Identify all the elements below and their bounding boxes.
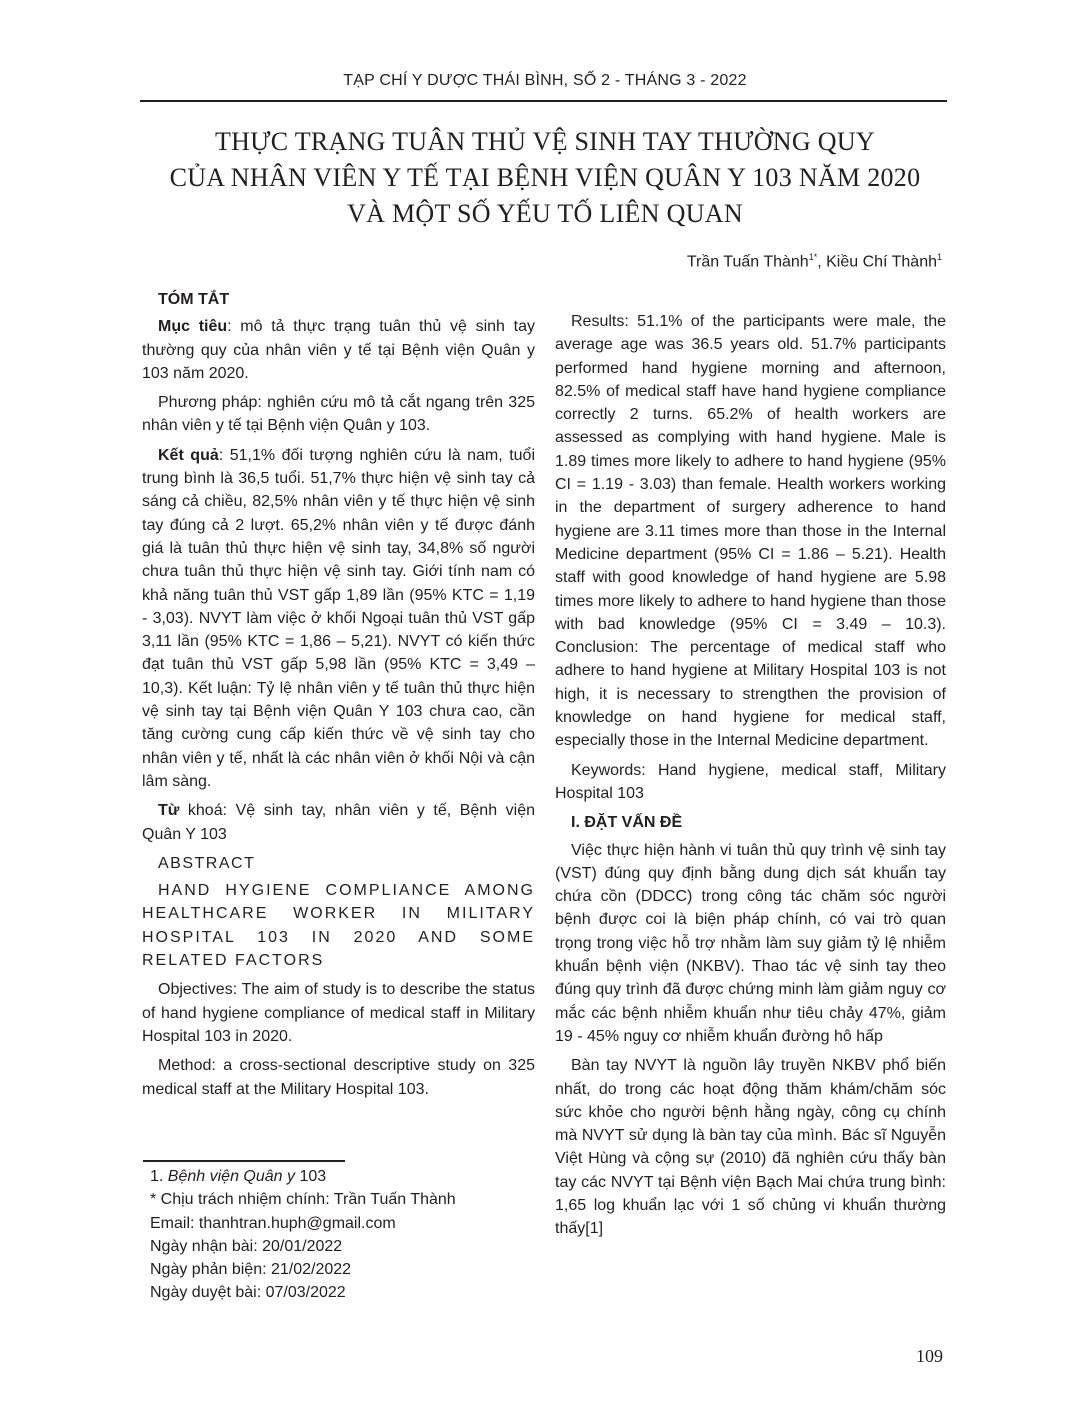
article-title bbox=[100, 124, 990, 232]
method-en-paragraph: Method: a cross-sectional descriptive study on 325 medical staff at the Military Hospital 103. bbox=[142, 1057, 535, 1098]
keywords-text: khoá: Vệ sinh tay, nhân viên y tế, Bệnh viện Quân Y 103 bbox=[142, 802, 535, 843]
email: Email: thanhtran.huph@gmail.com bbox=[150, 1214, 396, 1232]
page-number: 109 bbox=[916, 1346, 943, 1366]
summary-heading: TÓM TẮT bbox=[158, 291, 230, 308]
right-column bbox=[555, 310, 946, 1247]
objectives-paragraph: Objectives: The aim of study is to describe the status of hand hygiene compliance of medical staff in Military Hospital 103 in 2020. bbox=[142, 981, 535, 1045]
reviewed-date: Ngày phản biện: 21/02/2022 bbox=[150, 1261, 352, 1279]
abstract-title: HAND HYGIENE COMPLIANCE AMONG HEALTHCARE WORKER IN MILITARY HOSPITAL 103 IN 2020 AND SOME RELATED FACTORS bbox=[142, 882, 535, 970]
footnote-rule bbox=[143, 1160, 345, 1162]
method-paragraph: Phương pháp: nghiên cứu mô tả cắt ngang trên 325 nhân viên y tế tại Bệnh viện Quân y 103. bbox=[142, 394, 535, 435]
affiliation-number: 1. bbox=[150, 1168, 168, 1185]
title-line: THỰC TRẠNG TUÂN THỦ VỆ SINH TAY THƯỜNG QUY bbox=[215, 127, 875, 156]
header-rule bbox=[140, 100, 947, 102]
keywords-en-paragraph: Keywords: Hand hygiene, medical staff, Military Hospital 103 bbox=[555, 761, 946, 802]
abstract-heading: ABSTRACT bbox=[158, 854, 256, 872]
objective-text: : mô tả thực trạng tuân thủ vệ sinh tay thường quy của nhân viên y tế tại Bệnh viện Quân y 103 năm 2020. bbox=[142, 318, 535, 382]
title-line: CỦA NHÂN VIÊN Y TẾ TẠI BỆNH VIỆN QUÂN Y 103 NĂM 2020 bbox=[169, 163, 921, 192]
objective-paragraph bbox=[142, 315, 535, 385]
accepted-date: Ngày duyệt bài: 07/03/2022 bbox=[150, 1284, 346, 1302]
author-name: Trần Tuấn Thành bbox=[686, 253, 809, 271]
section-heading: I. ĐẶT VẤN ĐỀ bbox=[571, 814, 683, 832]
left-column bbox=[142, 282, 535, 1107]
affiliation-note bbox=[150, 1165, 456, 1188]
author-affiliation: 1* bbox=[808, 252, 818, 262]
body-paragraph: Việc thực hiện hành vi tuân thủ quy trình vệ sinh tay (VST) đúng quy định bằng dung dịch sát khuẩn tay chứa cồn (DDCC) trong công tác chăm sóc người bệnh được coi là biện pháp chính, có vai trò quan trọng trong việc hỗ trợ nhằm làm suy giảm tỷ lệ nhiễm khuẩn bệnh viện (NKBV). Thao tác vệ sinh tay theo đúng quy trình đã được chứng minh làm giảm nguy cơ mắc các bệnh nhiễm khuẩn như tiêu chảy 47%, giảm 19 - 45% nguy cơ nhiễm khuẩn đường hô hấp bbox=[555, 841, 946, 1045]
body-paragraph: Bàn tay NVYT là nguồn lây truyền NKBV phổ biến nhất, do trong các hoạt động thăm khám/chăm sóc sức khỏe cho người bệnh hằng ngày, công cụ chính mà NVYT sử dụng là bàn tay của mình. Bác sĩ Nguyễn Việt Hùng và cộng sự (2010) đã nghiên cứu thấy bàn tay các NVYT tại Bệnh viện Bạch Mai chứa trung bình: 1,65 log khuẩn lạc với 1 số chủng vi khuẩn thường thấy[1] bbox=[555, 1057, 946, 1238]
objective-label: Mục tiêu bbox=[158, 318, 228, 336]
results-en-paragraph: Results: 51.1% of the participants were male, the average age was 36.5 years old. 51.7% participants performed hand hygiene morning and afternoon, 82.5% of medical staff have hand hygiene compliance correctly 2 turns. 65.2% of health workers are assessed as complying with hand hygiene. Male is 1.89 times more likely to adhere to hand hygiene (95% CI = 1.19 - 3.03) than female. Health workers working in the department of surgery adherence to hand hygiene are 3.11 times more than those in the Internal Medicine department (95% CI = 1.86 – 5.21). Health staff with good knowledge of hand hygiene are 5.98 times more likely to adhere to hand hygiene than those with bad knowledge (95% CI = 3.49 – 10.3). Conclusion: The percentage of medical staff who adhere to hand hygiene at Military Hospital 103 is not high, it is necessary to strengthen the provision of knowledge on hand hygiene for medical staff, especially those in the Internal Medicine department. bbox=[555, 313, 946, 750]
results-paragraph bbox=[142, 444, 535, 793]
title-line: VÀ MỘT SỐ YẾU TỐ LIÊN QUAN bbox=[347, 199, 743, 228]
author-affiliation: 1 bbox=[936, 252, 942, 262]
received-date: Ngày nhận bài: 20/01/2022 bbox=[150, 1237, 343, 1255]
footnotes bbox=[150, 1165, 456, 1305]
journal-header: TẠP CHÍ Y DƯỢC THÁI BÌNH, SỐ 2 - THÁNG 3 - 2022 bbox=[343, 72, 747, 89]
authors bbox=[687, 252, 942, 271]
author-separator: , bbox=[817, 253, 827, 271]
keywords-label: Từ bbox=[158, 802, 180, 820]
affiliation-name: Bệnh viện Quân y bbox=[167, 1168, 295, 1185]
results-text: : 51,1% đối tượng nghiên cứu là nam, tuổi trung bình là 36,5 tuổi. 51,7% thực hiện vệ sinh tay cả sáng cả chiều, 82,5% nhân viên y tế thực hiện vệ sinh tay đúng cả 2 lượt. 65,2% nhân viên y tế được đánh giá là tuân thủ thực hiện vệ sinh tay, 34,8% số người chưa tuân thủ thực hiện vệ sinh tay. Giới tính nam có khả năng tuân thủ VST gấp 1,89 lần (95% KTC = 1,19 - 3,03). NVYT làm việc ở khối Ngoại tuân thủ VST gấp 3,11 lần (95% KTC = 1,86 – 5,21). NVYT có kiến thức đạt tuân thủ VST gấp 5,98 lần (95% KTC = 3,49 – 10,3). Kết luận: Tỷ lệ nhân viên y tế tuân thủ thực hiện vệ sinh tay tại Bệnh viện Quân Y 103 chưa cao, cần tăng cường cung cấp kiến thức về vệ sinh tay cho nhân viên y tế, nhất là các nhân viên ở khối Nội và cận lâm sàng. bbox=[142, 446, 535, 790]
results-label: Kết quả bbox=[158, 446, 219, 464]
affiliation-suffix: 103 bbox=[295, 1168, 327, 1185]
keywords-paragraph bbox=[142, 799, 535, 846]
author-name: Kiều Chí Thành bbox=[826, 253, 937, 271]
corresponding-author: * Chịu trách nhiệm chính: Trần Tuấn Thành bbox=[150, 1191, 456, 1209]
